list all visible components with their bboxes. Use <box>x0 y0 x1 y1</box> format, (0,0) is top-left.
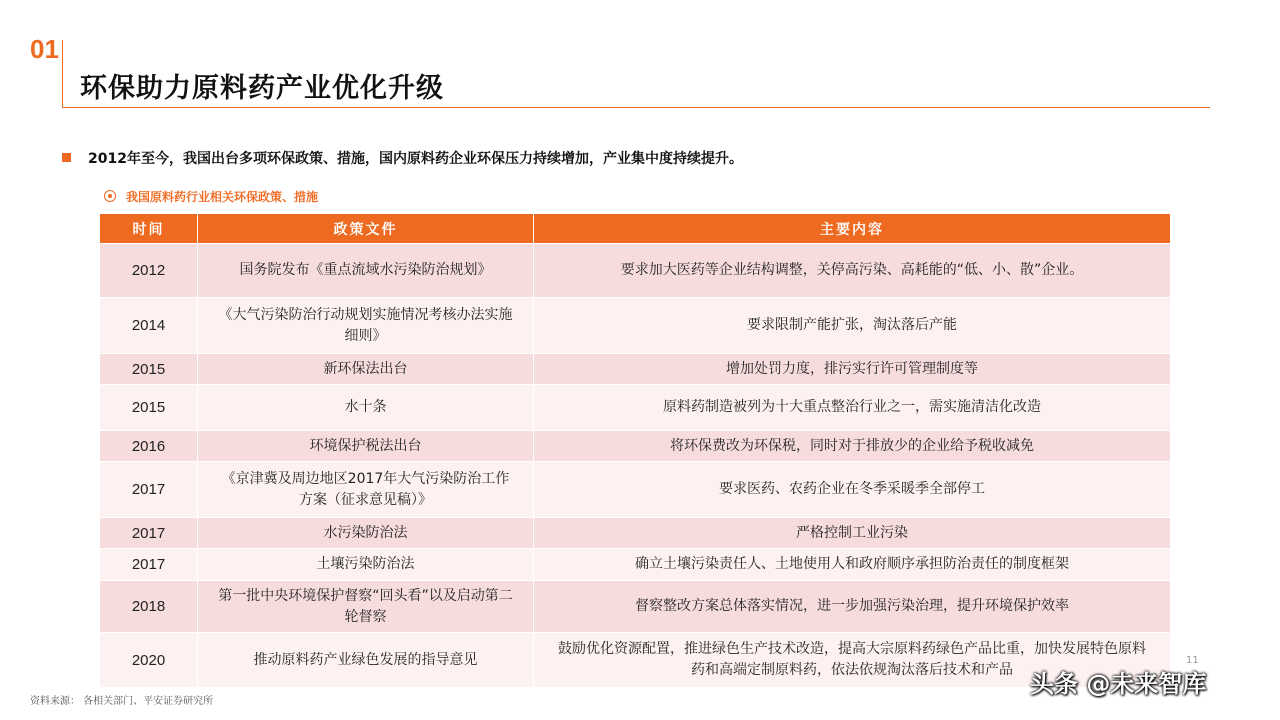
cell-content: 要求加大医药等企业结构调整，关停高污染、高耗能的“低、小、散”企业。 <box>534 244 1171 298</box>
table-row <box>100 581 1171 633</box>
table-row <box>100 462 1171 518</box>
section-number: 01 <box>30 34 59 64</box>
cell-year: 2020 <box>100 633 198 688</box>
cell-content: 督察整改方案总体落实情况，进一步加强污染治理，提升环境保护效率 <box>534 581 1171 633</box>
bullet-square-icon <box>62 153 71 162</box>
target-circle-icon <box>104 190 116 202</box>
header-policy: 政策文件 <box>198 214 534 244</box>
table-row <box>100 244 1171 298</box>
cell-policy: 第一批中央环境保护督察“回头看”以及启动第二轮督察 <box>198 581 534 633</box>
cell-policy: 新环保法出台 <box>198 354 534 385</box>
cell-year: 2017 <box>100 518 198 549</box>
header-content: 主要内容 <box>534 214 1171 244</box>
cell-year: 2015 <box>100 354 198 385</box>
table-row <box>100 633 1171 688</box>
cell-content: 增加处罚力度，排污实行许可管理制度等 <box>534 354 1171 385</box>
table-caption: 我国原料药行业相关环保政策、措施 <box>126 190 319 204</box>
table-row <box>100 385 1171 431</box>
header-time: 时间 <box>100 214 198 244</box>
cell-content: 确立土壤污染责任人、土地使用人和政府顺序承担防治责任的制度框架 <box>534 549 1171 581</box>
cell-policy: 国务院发布《重点流域水污染防治规划》 <box>198 244 534 298</box>
page-title: 环保助力原料药产业优化升级 <box>80 73 444 104</box>
bullet-text: 2012年至今，我国出台多项环保政策、措施，国内原料药企业环保压力持续增加，产业集中度持续提升。 <box>88 151 743 167</box>
cell-year: 2015 <box>100 385 198 431</box>
cell-content: 原料药制造被列为十大重点整治行业之一，需实施清洁化改造 <box>534 385 1171 431</box>
cell-content: 要求限制产能扩张，淘汰落后产能 <box>534 298 1171 354</box>
cell-policy: 《京津冀及周边地区2017年大气污染防治工作方案（征求意见稿）》 <box>198 462 534 518</box>
cell-content: 将环保费改为环保税，同时对于排放少的企业给予税收减免 <box>534 431 1171 462</box>
cell-content: 鼓励优化资源配置，推进绿色生产技术改造，提高大宗原料药绿色产品比重，加快发展特色原料药和高端定制原料药，依法依规淘汰落后技术和产品 <box>534 633 1171 688</box>
cell-policy: 环境保护税法出台 <box>198 431 534 462</box>
source-note: 资料来源： 各相关部门、平安证券研究所 <box>30 696 214 707</box>
cell-policy: 《大气污染防治行动规划实施情况考核办法实施细则》 <box>198 298 534 354</box>
table-row <box>100 298 1171 354</box>
cell-year: 2012 <box>100 244 198 298</box>
table-row <box>100 549 1171 581</box>
cell-year: 2016 <box>100 431 198 462</box>
title-divider <box>62 40 64 108</box>
cell-year: 2018 <box>100 581 198 633</box>
page-number: 11 <box>1186 655 1199 666</box>
cell-policy: 推动原料药产业绿色发展的指导意见 <box>198 633 534 688</box>
policy-table <box>99 213 1171 688</box>
cell-year: 2014 <box>100 298 198 354</box>
watermark: 头条 @未来智库 <box>1030 670 1207 698</box>
cell-year: 2017 <box>100 549 198 581</box>
cell-content: 严格控制工业污染 <box>534 518 1171 549</box>
table-row <box>100 431 1171 462</box>
table-row <box>100 518 1171 549</box>
table-header-row <box>100 214 1171 244</box>
cell-policy: 土壤污染防治法 <box>198 549 534 581</box>
cell-policy: 水污染防治法 <box>198 518 534 549</box>
cell-year: 2017 <box>100 462 198 518</box>
cell-content: 要求医药、农药企业在冬季采暖季全部停工 <box>534 462 1171 518</box>
cell-policy: 水十条 <box>198 385 534 431</box>
table-row <box>100 354 1171 385</box>
